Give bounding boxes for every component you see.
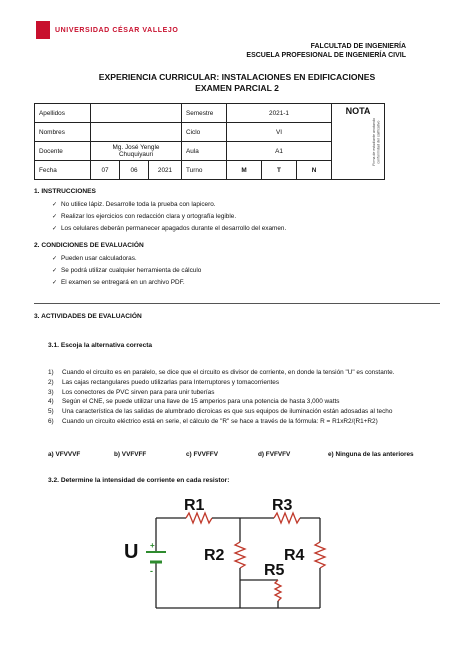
subsection-3-2: 3.2. Determine la intensidad de corriente en cada resistor:	[48, 477, 230, 484]
aula-value: A1	[227, 142, 332, 161]
instruccion-item	[52, 201, 216, 208]
semestre-value: 2021-1	[227, 104, 332, 123]
question-text: Cuando el circuito es en paralelo, se dice que el circuito es divisor de corriente, en donde la tensión "U" es constante.	[62, 369, 395, 376]
check-icon: ✓	[52, 226, 58, 232]
r3-label: R3	[272, 497, 293, 514]
faculty-header	[246, 42, 406, 60]
condicion-text: Se podrá utilizar cualquier herramienta de cálculo	[61, 267, 202, 274]
docente-value: Mg. José Yengle Chuquiyauri	[91, 142, 182, 161]
university-name: UNIVERSIDAD CÉSAR VALLEJO	[55, 27, 179, 34]
question-item	[48, 369, 394, 376]
fecha-year: 2021	[149, 161, 182, 180]
university-logo-icon	[36, 21, 50, 39]
resistor-r5	[275, 580, 281, 601]
student-info-table	[34, 103, 385, 180]
turno-m[interactable]: M	[227, 161, 262, 180]
resistor-r1	[186, 513, 212, 523]
turno-t[interactable]: T	[262, 161, 297, 180]
condicion-item	[52, 255, 137, 262]
option-b[interactable]: b) VVFVFF	[114, 451, 147, 458]
condicion-item	[52, 267, 201, 274]
apellidos-field[interactable]	[91, 104, 182, 123]
r5-label: R5	[264, 562, 285, 579]
fecha-label: Fecha	[35, 161, 91, 180]
question-number: 5)	[48, 408, 54, 415]
signature-note-line1: Firma de estudiante anotando	[372, 118, 377, 166]
docente-label: Docente	[35, 142, 91, 161]
r2-label: R2	[204, 547, 225, 564]
source-label: U	[124, 541, 139, 563]
check-icon: ✓	[52, 268, 58, 274]
question-number: 6)	[48, 418, 54, 425]
section-divider	[34, 303, 440, 304]
check-icon: ✓	[52, 280, 58, 286]
signature-note-line2: conformidad del calificativo	[376, 120, 381, 164]
question-item	[48, 408, 392, 415]
option-d[interactable]: d) FVFVFV	[258, 451, 291, 458]
instruccion-text: Los celulares deberán permanecer apagados durante el desarrollo del examen.	[61, 225, 287, 232]
question-item	[48, 398, 339, 405]
question-number: 2)	[48, 379, 54, 386]
question-item	[48, 418, 378, 425]
ciclo-label: Ciclo	[182, 123, 227, 142]
exam-title-line1: EXPERIENCIA CURRICULAR: INSTALACIONES EN EDIFICACIONES	[98, 72, 376, 82]
instruccion-item	[52, 213, 236, 220]
aula-label: Aula	[182, 142, 227, 161]
check-icon: ✓	[52, 256, 58, 262]
question-number: 4)	[48, 398, 54, 405]
school-name: ESCUELA PROFESIONAL DE INGENIERÍA CIVIL	[246, 52, 406, 59]
question-text: Cuando un circuito eléctrico está en serie, el cálculo de "R" se hace a través de la fórmula: R = R1xR2/(R1+R2)	[62, 418, 378, 425]
question-item	[48, 379, 279, 386]
exam-title-line2: EXAMEN PARCIAL 2	[195, 83, 279, 93]
faculty-name: FALCULTAD DE INGENIERÍA	[310, 43, 406, 50]
condicion-text: Pueden usar calculadoras.	[61, 255, 137, 262]
turno-n[interactable]: N	[297, 161, 332, 180]
check-icon: ✓	[52, 214, 58, 220]
apellidos-label: Apellidos	[35, 104, 91, 123]
condiciones-heading: 2. CONDICIONES DE EVALUACIÓN	[34, 242, 144, 249]
instruccion-item	[52, 225, 286, 232]
question-number: 3)	[48, 389, 54, 396]
instruccion-text: No utilice lápiz. Desarrolle toda la prueba con lapicero.	[61, 201, 216, 208]
r1-label: R1	[184, 497, 205, 514]
instrucciones-heading: 1. INSTRUCCIONES	[34, 188, 96, 195]
option-e[interactable]: e) Ninguna de las anteriores	[328, 451, 414, 458]
option-a[interactable]: a) VFVVVF	[48, 451, 81, 458]
question-text: Una característica de las salidas de alumbrado dicroicas es que sus equipos de iluminación están adosadas al techo	[62, 408, 393, 415]
resistor-r3	[274, 513, 300, 523]
fecha-month: 06	[120, 161, 149, 180]
nombres-label: Nombres	[35, 123, 91, 142]
option-c[interactable]: c) FVVFFV	[186, 451, 218, 458]
nota-label: NOTA	[345, 106, 371, 116]
instruccion-text: Realizar los ejercicios con redacción clara y ortografía legible.	[61, 213, 237, 220]
fecha-day: 07	[91, 161, 120, 180]
question-number: 1)	[48, 369, 54, 376]
actividades-heading: 3. ACTIVIDADES DE EVALUACIÓN	[34, 313, 142, 320]
battery-minus-label: -	[150, 566, 153, 576]
question-text: Los conectores de PVC sirven para para unir tuberías	[62, 389, 215, 396]
resistor-r4	[315, 542, 325, 568]
semestre-label: Semestre	[182, 104, 227, 123]
question-text: Las cajas rectangulares puedo utilizarlas para Interruptores y tomacorrientes	[62, 379, 280, 386]
question-item	[48, 389, 214, 396]
condicion-text: El examen se entregará en un archivo PDF.	[61, 279, 185, 286]
check-icon: ✓	[52, 202, 58, 208]
battery-plus-label: +	[150, 541, 155, 550]
nombres-field[interactable]	[91, 123, 182, 142]
ciclo-value: VI	[227, 123, 332, 142]
condicion-item	[52, 279, 185, 286]
signature-note	[372, 118, 381, 166]
question-text: Según el CNE, se puede utilizar una llave de 15 amperios para una potencia de hasta 3,000 watts	[62, 398, 340, 405]
circuit-diagram	[118, 490, 328, 612]
resistor-r2	[235, 542, 245, 568]
nota-box	[332, 104, 385, 180]
subsection-3-1: 3.1. Escoja la alternativa correcta	[48, 342, 153, 349]
turno-label: Turno	[182, 161, 227, 180]
r4-label: R4	[284, 547, 305, 564]
